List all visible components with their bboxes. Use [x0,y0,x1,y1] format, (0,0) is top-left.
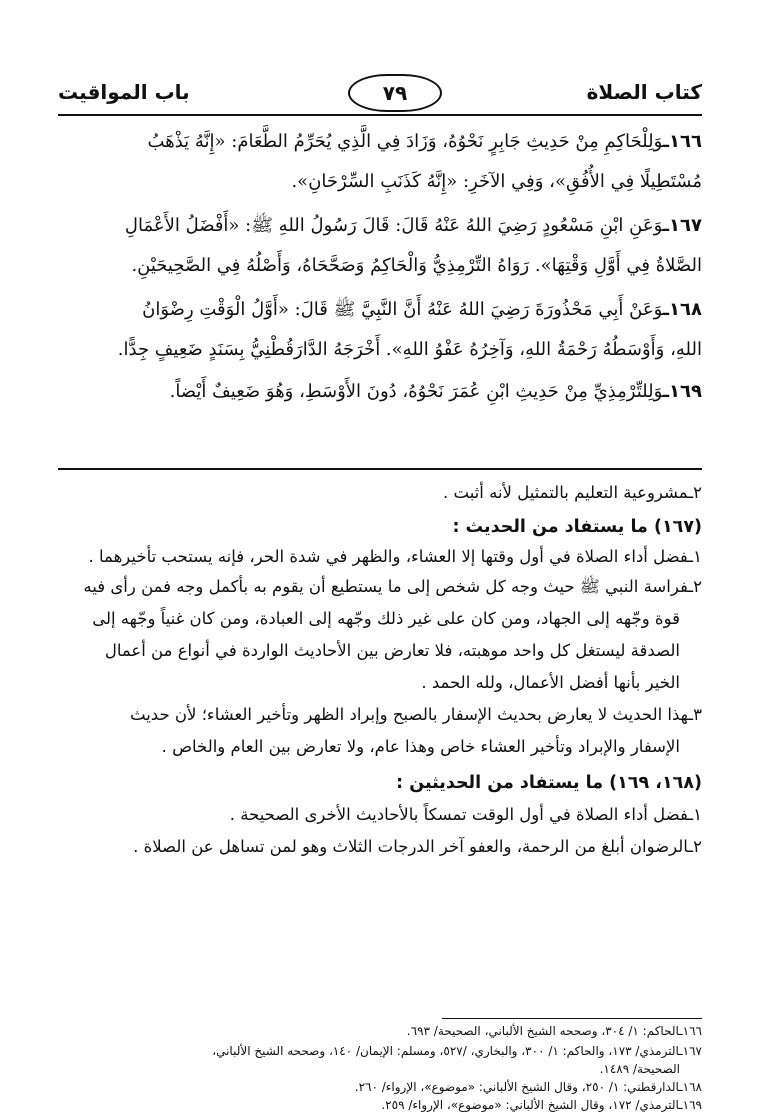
hadith-text: اللهِ، وَأَوْسَطُهُ رَحْمَةُ اللهِ، وَآخِرُهُ عَفْوُ اللهِ». أَخْرَجَهُ الدَّارَقُطْنِيُّ بِسَنَدٍ ضَعِيفٍ جِدًّا. [117,339,702,360]
footnote: ١٦٩ـالترمذي/ ١٧٢، وقال الشيخ الألباني: «موضوع»، الإرواء/ ٢٥٩. [381,1098,702,1112]
chapter-title: باب المواقيت [58,80,190,104]
commentary-point: ١ـفضل أداء الصلاة في أول الوقت تمسكاً بالأحاديث الأخرى الصحيحة . [229,805,702,824]
hadith-number: ١٦٩ـ [662,381,702,402]
commentary-point-cont: الصدقة ليستغل كل واحد موهبته، فلا تعارض بين الأحاديث الواردة في أنواع من أعمال [104,641,680,660]
commentary-point: ٢ـالرضوان أبلغ من الرحمة، والعفو آخر الدرجات الثلاث وهو لمن تساهل عن الصلاة . [133,837,702,856]
footnote: ١٦٦ـالحاكم: ١/ ٣٠٤، وصححه الشيخ الألباني، الصحيحة/ ٦٩٣. [406,1024,702,1038]
hadith-168 [60,290,702,370]
hadith-number: ١٦٦ـ [662,131,702,152]
commentary-point: ٣ـهذا الحديث لا يعارض بحديث الإسفار بالصبح وإبراد الظهر وتأخير العشاء؛ لأن حديث [130,705,702,724]
hadith-text: وَعَنْ أَبِي مَحْذُورَةَ رَضِيَ اللهُ عَنْهُ أَنَّ النَّبِيَّ ﷺ قَالَ: «أَوَّلُ الْوَقْتِ رِضْوَانُ [142,299,663,320]
header-rule [58,114,702,116]
hadith-169 [60,372,702,412]
commentary-point: ١ـفضل أداء الصلاة في أول وقتها إلا العشاء، والظهر في شدة الحر، فإنه يستحب تأخيرهما . [88,547,702,566]
hadith-text: الصَّلاةُ فِي أَوَّلِ وَقْتِهَا». رَوَاهُ التِّرْمِذِيُّ وَالْحَاكِمُ وَصَحَّحَاهُ، وَأَصْلُهُ فِي الصَّحِيحَيْنِ. [131,255,702,276]
commentary-point: ٢ـمشروعية التعليم بالتمثيل لأنه أثبت . [443,483,702,502]
hadith-text: وَلِلتِّرْمِذِيِّ مِنْ حَدِيثِ ابْنِ عُمَرَ نَحْوُهُ، دُونَ الأَوْسَطِ، وَهُوَ ضَعِيفٌ أَيْضاً. [169,381,663,402]
hadith-text: وَعَنِ ابْنِ مَسْعُودٍ رَضِيَ اللهُ عَنْهُ قَالَ: قَالَ رَسُولُ اللهِ ﷺ: «أَفْضَلُ الأَعْمَالِ [124,215,663,236]
hadith-number: ١٦٧ـ [662,215,702,236]
section-heading-168: (١٦٨، ١٦٩) ما يستفاد من الحديثين : [396,773,702,793]
hadith-text: مُسْتَطِيلًا فِي الأُفُقِ»، وَفِي الآخَرِ: «إِنَّهُ كَذَنَبِ السِّرْحَانِ». [291,171,702,192]
hadith-167 [60,206,702,286]
hadith-text: وَلِلْحَاكِمِ مِنْ حَدِيثِ جَابِرٍ نَحْوُهُ، وَزَادَ فِي الَّذِي يُحَرِّمُ الطَّعَامَ: «إِنَّهُ يَذْهَبُ [147,131,663,152]
section-divider [58,468,702,470]
commentary-point-cont: الخير بأنها أفضل الأعمال، ولله الحمد . [421,673,680,692]
section-heading-167: (١٦٧) ما يستفاد من الحديث : [452,517,702,537]
footnote: ١٦٧ـالترمذي/ ١٧٣، والحاكم: ١/ ٣٠٠، والبخاري، /٥٢٧، ومسلم: الإيمان/ ١٤٠، وصححه الشيخ الألباني، [212,1044,702,1058]
page-number: ٧٩ [348,74,442,112]
footnote-cont: الصحيحة/ ١٤٨٩. [599,1062,680,1076]
footnote-rule [442,1018,702,1019]
book-title: كتاب الصلاة [586,80,702,104]
page-header [58,78,702,112]
hadith-166 [60,122,702,202]
commentary-point: ٢ـفراسة النبي ﷺ حيث وجه كل شخص إلى ما يستطيع أن يقوم به بأكمل وجه فمن رأى فيه [83,577,702,596]
commentary-point-cont: قوة وجّهه إلى الجهاد، ومن كان على غير ذلك وجّهه إلى العبادة، ومن كان غنياً وجّهه إلى [92,609,680,628]
hadith-number: ١٦٨ـ [662,299,702,320]
footnote: ١٦٨ـالدارقطني: ١/ ٢٥٠، وقال الشيخ الألباني: «موضوع»، الإرواء/ ٢٦٠. [354,1080,702,1094]
commentary-point-cont: الإسفار والإبراد وتأخير العشاء خاص وهذا عام، ولا تعارض بين العام والخاص . [161,737,680,756]
